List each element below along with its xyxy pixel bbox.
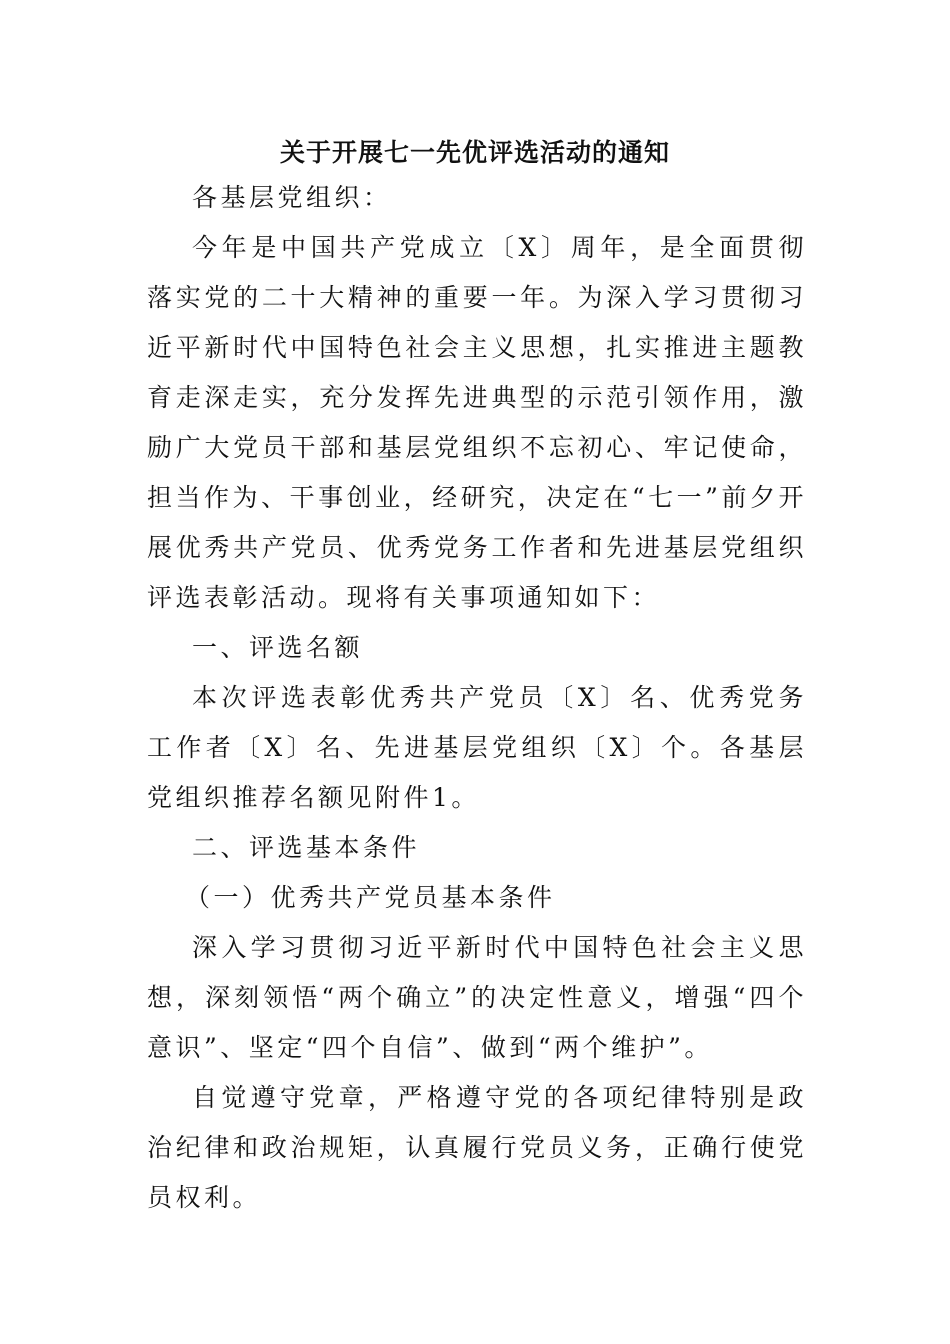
salutation: 各基层党组织： <box>192 183 392 212</box>
section-heading-conditions: 二、评选基本条件 <box>192 833 421 862</box>
condition-paragraph-2: 自觉遵守党章，严格遵守党的各项纪律特别是政治纪律和政治规矩，认真履行党员义务，正确行使党员权利。 <box>147 1083 807 1212</box>
quota-paragraph: 本次评选表彰优秀共产党员〔X〕名、优秀党务工作者〔X〕名、先进基层党组织〔X〕个。各基层党组织推荐名额见附件1。 <box>147 683 807 812</box>
intro-paragraph: 今年是中国共产党成立〔X〕周年，是全面贯彻落实党的二十大精神的重要一年。为深入学习贯彻习近平新时代中国特色社会主义思想，扎实推进主题教育走深走实，充分发挥先进典型的示范引领作用，激励广大党员干部和基层党组织不忘初心、牢记使命，担当作为、干事创业，经研究，决定在“七一”前夕开展优秀共产党员、优秀党务工作者和先进基层党组织评选表彰活动。现将有关事项通知如下： <box>147 233 807 612</box>
document-body <box>147 150 807 1223</box>
section-heading-quota: 一、评选名额 <box>192 633 364 662</box>
document-title: 关于开展七一先优评选活动的通知 <box>279 138 670 167</box>
condition-paragraph-1: 深入学习贯彻习近平新时代中国特色社会主义思想，深刻领悟“两个确立”的决定性意义，增强“四个意识”、坚定“四个自信”、做到“两个维护”。 <box>147 933 807 1062</box>
subsection-heading-member-conditions: （一）优秀共产党员基本条件 <box>185 883 556 912</box>
